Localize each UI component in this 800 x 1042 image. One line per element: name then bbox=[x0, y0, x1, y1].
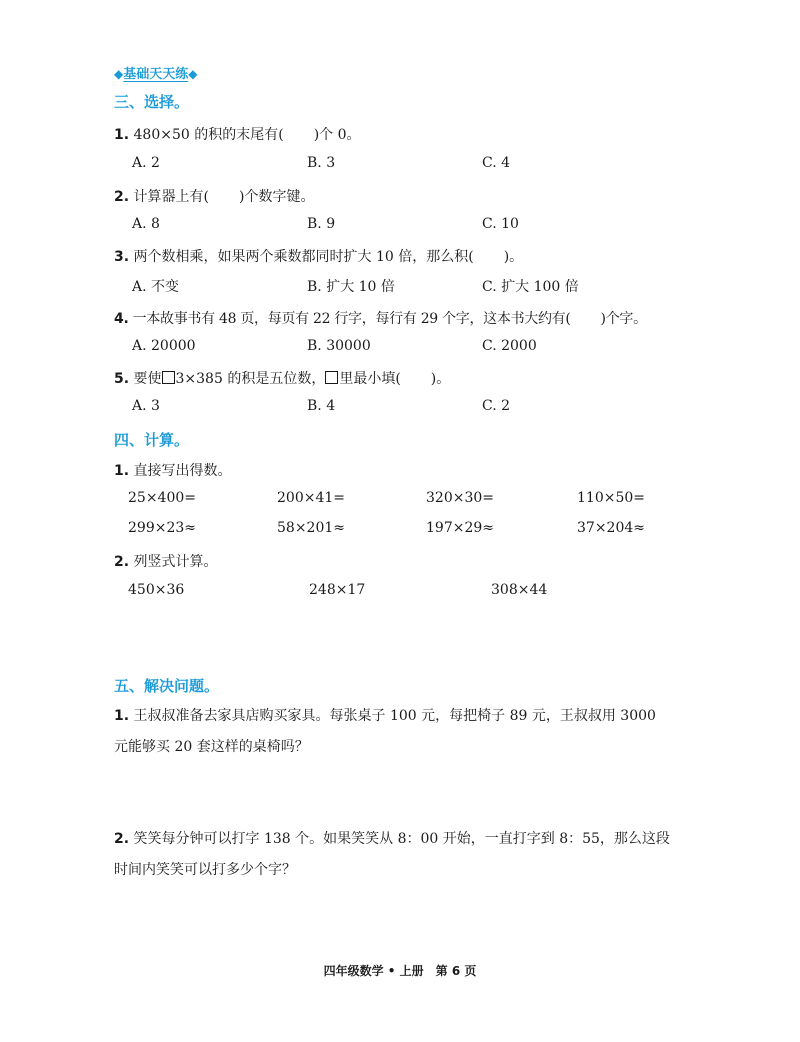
option-a: A. 20000 bbox=[132, 338, 196, 354]
question-number: 2. bbox=[114, 831, 130, 847]
diamond-left-icon: ◆ bbox=[114, 67, 124, 81]
question-text-pre: 计算器上有( bbox=[133, 189, 209, 205]
option-c: C. 4 bbox=[482, 155, 511, 171]
practice-tag bbox=[114, 63, 197, 82]
question-3-1 bbox=[114, 124, 361, 144]
question-text-pre-c: 里最小填( bbox=[339, 371, 401, 387]
question-text-pre: 480×50 的积的末尾有( bbox=[133, 127, 284, 143]
option-c: C. 2000 bbox=[482, 338, 537, 354]
question-text: 直接写出得数。 bbox=[133, 463, 232, 479]
option-a: A. 不变 bbox=[132, 279, 180, 295]
question-5-1-line2: 元能够买 20 套这样的桌椅吗？ bbox=[114, 739, 309, 755]
diamond-right-icon: ◆ bbox=[188, 67, 198, 81]
question-number: 4. bbox=[114, 311, 129, 327]
question-text-post: )个数字键。 bbox=[238, 189, 315, 205]
option-b: B. 30000 bbox=[307, 338, 371, 354]
question-text: 列竖式计算。 bbox=[133, 554, 218, 570]
calc-item: 25×400= bbox=[128, 490, 196, 506]
calc-item: 299×23≈ bbox=[128, 520, 196, 536]
option-b: B. 9 bbox=[307, 216, 336, 232]
question-4-1 bbox=[114, 460, 232, 480]
question-4-2 bbox=[114, 551, 218, 571]
option-c: C. 10 bbox=[482, 216, 519, 232]
question-number: 5. bbox=[114, 371, 130, 387]
question-3-5 bbox=[114, 368, 450, 388]
option-b: B. 3 bbox=[307, 155, 336, 171]
question-text-pre-b: 3×385 的积是五位数， bbox=[175, 371, 326, 387]
vertical-calc-item: 248×17 bbox=[309, 582, 366, 598]
question-text-post: )个字。 bbox=[600, 311, 647, 327]
option-b: B. 扩大 10 倍 bbox=[307, 279, 395, 295]
option-a: A. 8 bbox=[132, 216, 160, 232]
blank-box-icon bbox=[162, 371, 175, 384]
question-text-line1: 笑笑每分钟可以打字 138 个。如果笑笑从 8：00 开始，一直打字到 8：55，那么这段 bbox=[133, 831, 670, 847]
calc-item: 37×204≈ bbox=[577, 520, 645, 536]
question-number: 1. bbox=[114, 708, 130, 724]
calc-item: 197×29≈ bbox=[426, 520, 494, 536]
question-number: 2. bbox=[114, 554, 130, 570]
question-number: 1. bbox=[114, 127, 130, 143]
question-text-pre: 一本故事书有 48 页，每页有 22 行字，每行有 29 个字，这本书大约有( bbox=[132, 311, 571, 327]
option-c: C. 扩大 100 倍 bbox=[482, 279, 579, 295]
question-number: 3. bbox=[114, 249, 130, 265]
vertical-calc-item: 308×44 bbox=[491, 582, 548, 598]
section-5-title: 五、解决问题。 bbox=[114, 677, 220, 695]
question-text-post: )。 bbox=[430, 371, 451, 387]
calc-item: 200×41= bbox=[277, 490, 345, 506]
option-a: A. 3 bbox=[132, 398, 160, 414]
page-footer: 四年级数学 • 上册 第 6 页 bbox=[323, 964, 477, 978]
calc-item: 110×50= bbox=[577, 490, 645, 506]
option-b: B. 4 bbox=[307, 398, 336, 414]
vertical-calc-item: 450×36 bbox=[128, 582, 185, 598]
question-number: 2. bbox=[114, 189, 130, 205]
section-3-title: 三、选择。 bbox=[114, 93, 190, 111]
question-text-line1: 王叔叔准备去家具店购买家具。每张桌子 100 元，每把椅子 89 元，王叔叔用 3000 bbox=[133, 708, 656, 724]
question-text-pre-a: 要使 bbox=[133, 371, 162, 387]
practice-tag-label: 基础天天练 bbox=[123, 67, 189, 82]
option-c: C. 2 bbox=[482, 398, 511, 414]
question-5-2 bbox=[114, 828, 670, 848]
question-5-1 bbox=[114, 705, 656, 725]
blank-box-icon bbox=[325, 371, 338, 384]
calc-item: 320×30= bbox=[426, 490, 494, 506]
calc-item: 58×201≈ bbox=[277, 520, 345, 536]
question-3-3 bbox=[114, 246, 523, 266]
question-text-post: )。 bbox=[503, 249, 524, 265]
question-5-2-line2: 时间内笑笑可以打多少个字？ bbox=[114, 862, 296, 878]
question-text-post: )个 0。 bbox=[313, 127, 361, 143]
question-text-pre: 两个数相乘，如果两个乘数都同时扩大 10 倍，那么积( bbox=[133, 249, 474, 265]
question-number: 1. bbox=[114, 463, 130, 479]
option-a: A. 2 bbox=[132, 155, 160, 171]
question-3-2 bbox=[114, 186, 314, 206]
section-4-title: 四、计算。 bbox=[114, 431, 190, 449]
question-3-4 bbox=[114, 308, 647, 328]
